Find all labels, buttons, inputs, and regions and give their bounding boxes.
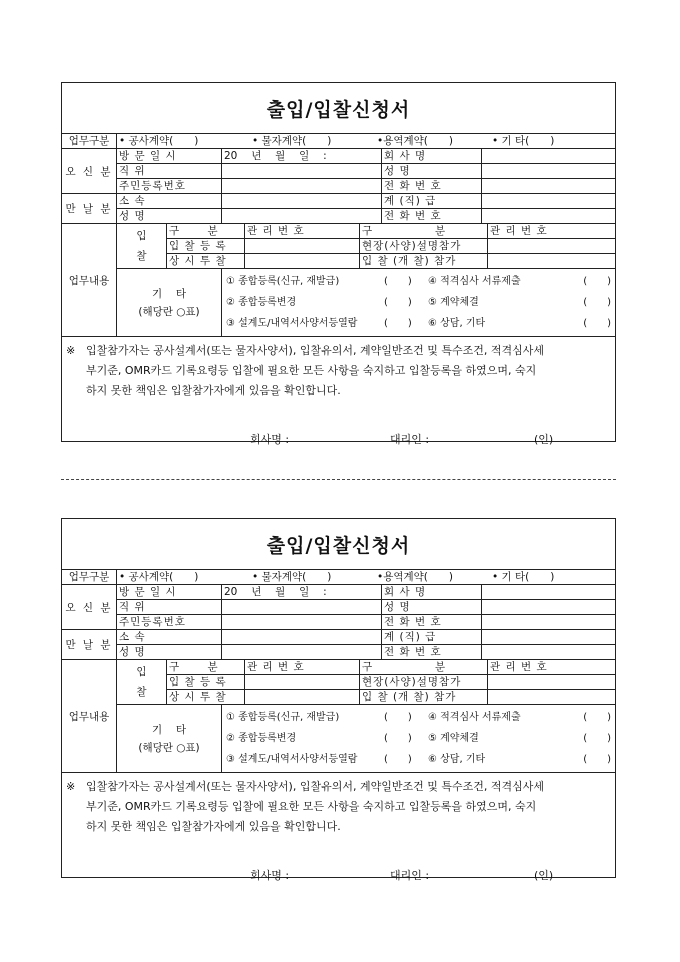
rrn-field[interactable] xyxy=(222,179,382,193)
name-label: 성 명 xyxy=(382,600,482,614)
site-briefing-label: 현장(사양)설명참가 xyxy=(360,239,488,253)
site-briefing-field[interactable] xyxy=(488,675,615,689)
application-form-top xyxy=(61,82,616,446)
bid-block xyxy=(117,224,615,269)
list-item[interactable]: ③ 설계도/내역서사양서등열람 ( ) ⑥ 상담, 기타 ( ) xyxy=(226,318,611,329)
bid-register-field[interactable] xyxy=(245,675,360,689)
bid-label-2: 찰 xyxy=(136,250,147,262)
rrn-field[interactable] xyxy=(222,615,382,629)
position-label: 직 위 xyxy=(117,600,222,614)
meet-label: 만 날 분 xyxy=(62,630,117,659)
regular-bid-field[interactable] xyxy=(245,254,360,268)
notice-mark: ※ xyxy=(66,344,76,357)
sender-section xyxy=(62,585,615,630)
visit-date-field[interactable]: 20 년 월 일 : xyxy=(222,585,382,599)
business-label: 업무내용 xyxy=(62,660,117,772)
bid-block xyxy=(117,660,615,705)
option-goods[interactable]: • 물자계약( ) xyxy=(252,135,332,147)
header-division-2: 구 분 xyxy=(360,660,488,674)
rank-field[interactable] xyxy=(482,630,615,644)
regular-bid-field[interactable] xyxy=(245,690,360,704)
cut-line xyxy=(61,479,616,480)
bid-label-2: 찰 xyxy=(136,686,147,698)
list-item[interactable]: ① 종합등록(신규, 재발급) ( ) ④ 적격심사 서류제출 ( ) xyxy=(226,276,611,287)
bid-label-1: 입 xyxy=(136,230,147,242)
list-item[interactable]: ② 종합등록변경 ( ) ⑤ 계약체결 ( ) xyxy=(226,297,611,308)
header-mgmt-no: 관 리 번 호 xyxy=(245,224,360,238)
rank-label: 계 (직) 급 xyxy=(382,194,482,208)
other-sub-label: (해당란 ○표) xyxy=(138,305,200,318)
position-field[interactable] xyxy=(222,600,382,614)
list-item[interactable]: ① 종합등록(신규, 재발급) ( ) ④ 적격심사 서류제출 ( ) xyxy=(226,712,611,723)
application-form-bottom xyxy=(61,518,616,882)
option-service[interactable]: •용역계약( ) xyxy=(377,571,453,583)
notice-text: ※ 입찰참가자는 공사설계서(또는 물자사양서), 입찰유의서, 계약일반조건 및 특수조건, 적격심사세 부기준, OMR카드 기록요령등 입찰에 필요한 모든 사항을 숙지하고 입찰등록을 하였으며, 숙지 하지 못한 책임은 입찰참가자에게 있음을 확인합니다. xyxy=(62,773,615,837)
header-mgmt-no-2: 관 리 번 호 xyxy=(490,225,548,237)
bid-label-1: 입 xyxy=(136,666,147,678)
business-type-label: 업무구분 xyxy=(62,134,117,148)
phone-label: 전 화 번 호 xyxy=(382,615,482,629)
sender-label: 오 신 분 xyxy=(62,585,117,629)
header-division: 구 분 xyxy=(167,660,245,674)
bid-opening-label: 입 찰 (개 찰) 참가 xyxy=(360,690,488,704)
meet-name-label: 성 명 xyxy=(117,645,222,659)
business-type-row xyxy=(62,570,615,585)
bid-opening-field[interactable] xyxy=(488,690,615,704)
bid-opening-field[interactable] xyxy=(488,254,615,268)
bid-register-label: 입 찰 등 록 xyxy=(167,239,245,253)
visit-date-field[interactable]: 20 년 월 일 : xyxy=(222,149,382,163)
other-block xyxy=(117,705,615,772)
business-section xyxy=(62,660,615,773)
notice-mark: ※ xyxy=(66,780,76,793)
dept-field[interactable] xyxy=(222,630,382,644)
other-label: 기 타 xyxy=(151,723,187,736)
business-section xyxy=(62,224,615,337)
dept-label: 소 속 xyxy=(117,194,222,208)
company-sign-label: 회사명 : xyxy=(250,433,290,446)
company-field[interactable] xyxy=(482,585,615,599)
meet-phone-field[interactable] xyxy=(482,645,615,659)
sender-section xyxy=(62,149,615,194)
rrn-label: 주민등록번호 xyxy=(117,615,222,629)
company-field[interactable] xyxy=(482,149,615,163)
meet-name-label: 성 명 xyxy=(117,209,222,223)
meet-phone-label: 전 화 번 호 xyxy=(382,209,482,223)
notice-text: ※ 입찰참가자는 공사설계서(또는 물자사양서), 입찰유의서, 계약일반조건 및 특수조건, 적격심사세 부기준, OMR카드 기록요령등 입찰에 필요한 모든 사항을 숙지하고 입찰등록을 하였으며, 숙지 하지 못한 책임은 입찰참가자에게 있음을 확인합니다. xyxy=(62,337,615,401)
seal-label: (인) xyxy=(534,433,554,446)
option-service[interactable]: •용역계약( ) xyxy=(377,135,453,147)
meet-section xyxy=(62,194,615,224)
meet-label: 만 날 분 xyxy=(62,194,117,223)
other-sub-label: (해당란 ○표) xyxy=(138,741,200,754)
bid-opening-label: 입 찰 (개 찰) 참가 xyxy=(360,254,488,268)
option-construction[interactable]: • 공사계약( ) xyxy=(119,571,199,583)
meet-phone-label: 전 화 번 호 xyxy=(382,645,482,659)
option-other[interactable]: • 기 타( ) xyxy=(492,571,555,583)
agent-sign-label: 대리인 : xyxy=(390,433,430,446)
meet-name-field[interactable] xyxy=(222,209,382,223)
name-field[interactable] xyxy=(482,600,615,614)
business-type-label: 업무구분 xyxy=(62,570,117,584)
visit-date-label: 방 문 일 시 xyxy=(117,149,222,163)
phone-field[interactable] xyxy=(482,615,615,629)
regular-bid-label: 상 시 투 찰 xyxy=(167,690,245,704)
bid-register-label: 입 찰 등 록 xyxy=(167,675,245,689)
header-division-2: 구 분 xyxy=(360,224,488,238)
name-field[interactable] xyxy=(482,164,615,178)
business-type-row xyxy=(62,134,615,149)
regular-bid-label: 상 시 투 찰 xyxy=(167,254,245,268)
rank-label: 계 (직) 급 xyxy=(382,630,482,644)
list-item[interactable]: ③ 설계도/내역서사양서등열람 ( ) ⑥ 상담, 기타 ( ) xyxy=(226,754,611,765)
option-construction[interactable]: • 공사계약( ) xyxy=(119,135,199,147)
option-other[interactable]: • 기 타( ) xyxy=(492,135,555,147)
phone-field[interactable] xyxy=(482,179,615,193)
header-mgmt-no-2: 관 리 번 호 xyxy=(490,661,548,673)
option-goods[interactable]: • 물자계약( ) xyxy=(252,571,332,583)
company-label: 회 사 명 xyxy=(382,585,482,599)
business-label: 업무내용 xyxy=(62,224,117,336)
site-briefing-label: 현장(사양)설명참가 xyxy=(360,675,488,689)
phone-label: 전 화 번 호 xyxy=(382,179,482,193)
header-division: 구 분 xyxy=(167,224,245,238)
site-briefing-field[interactable] xyxy=(488,239,615,253)
bid-register-field[interactable] xyxy=(245,239,360,253)
position-label: 직 위 xyxy=(117,164,222,178)
sender-label: 오 신 분 xyxy=(62,149,117,193)
meet-name-field[interactable] xyxy=(222,645,382,659)
seal-label: (인) xyxy=(534,869,554,882)
other-block xyxy=(117,269,615,336)
rank-field[interactable] xyxy=(482,194,615,208)
rrn-label: 주민등록번호 xyxy=(117,179,222,193)
company-sign-label: 회사명 : xyxy=(250,869,290,882)
list-item[interactable]: ② 종합등록변경 ( ) ⑤ 계약체결 ( ) xyxy=(226,733,611,744)
dept-field[interactable] xyxy=(222,194,382,208)
header-mgmt-no: 관 리 번 호 xyxy=(245,660,360,674)
other-label: 기 타 xyxy=(151,287,187,300)
name-label: 성 명 xyxy=(382,164,482,178)
meet-section xyxy=(62,630,615,660)
form-title: 출입/입찰신청서 xyxy=(62,83,615,134)
position-field[interactable] xyxy=(222,164,382,178)
dept-label: 소 속 xyxy=(117,630,222,644)
company-label: 회 사 명 xyxy=(382,149,482,163)
visit-date-label: 방 문 일 시 xyxy=(117,585,222,599)
meet-phone-field[interactable] xyxy=(482,209,615,223)
form-title: 출입/입찰신청서 xyxy=(62,519,615,570)
agent-sign-label: 대리인 : xyxy=(390,869,430,882)
